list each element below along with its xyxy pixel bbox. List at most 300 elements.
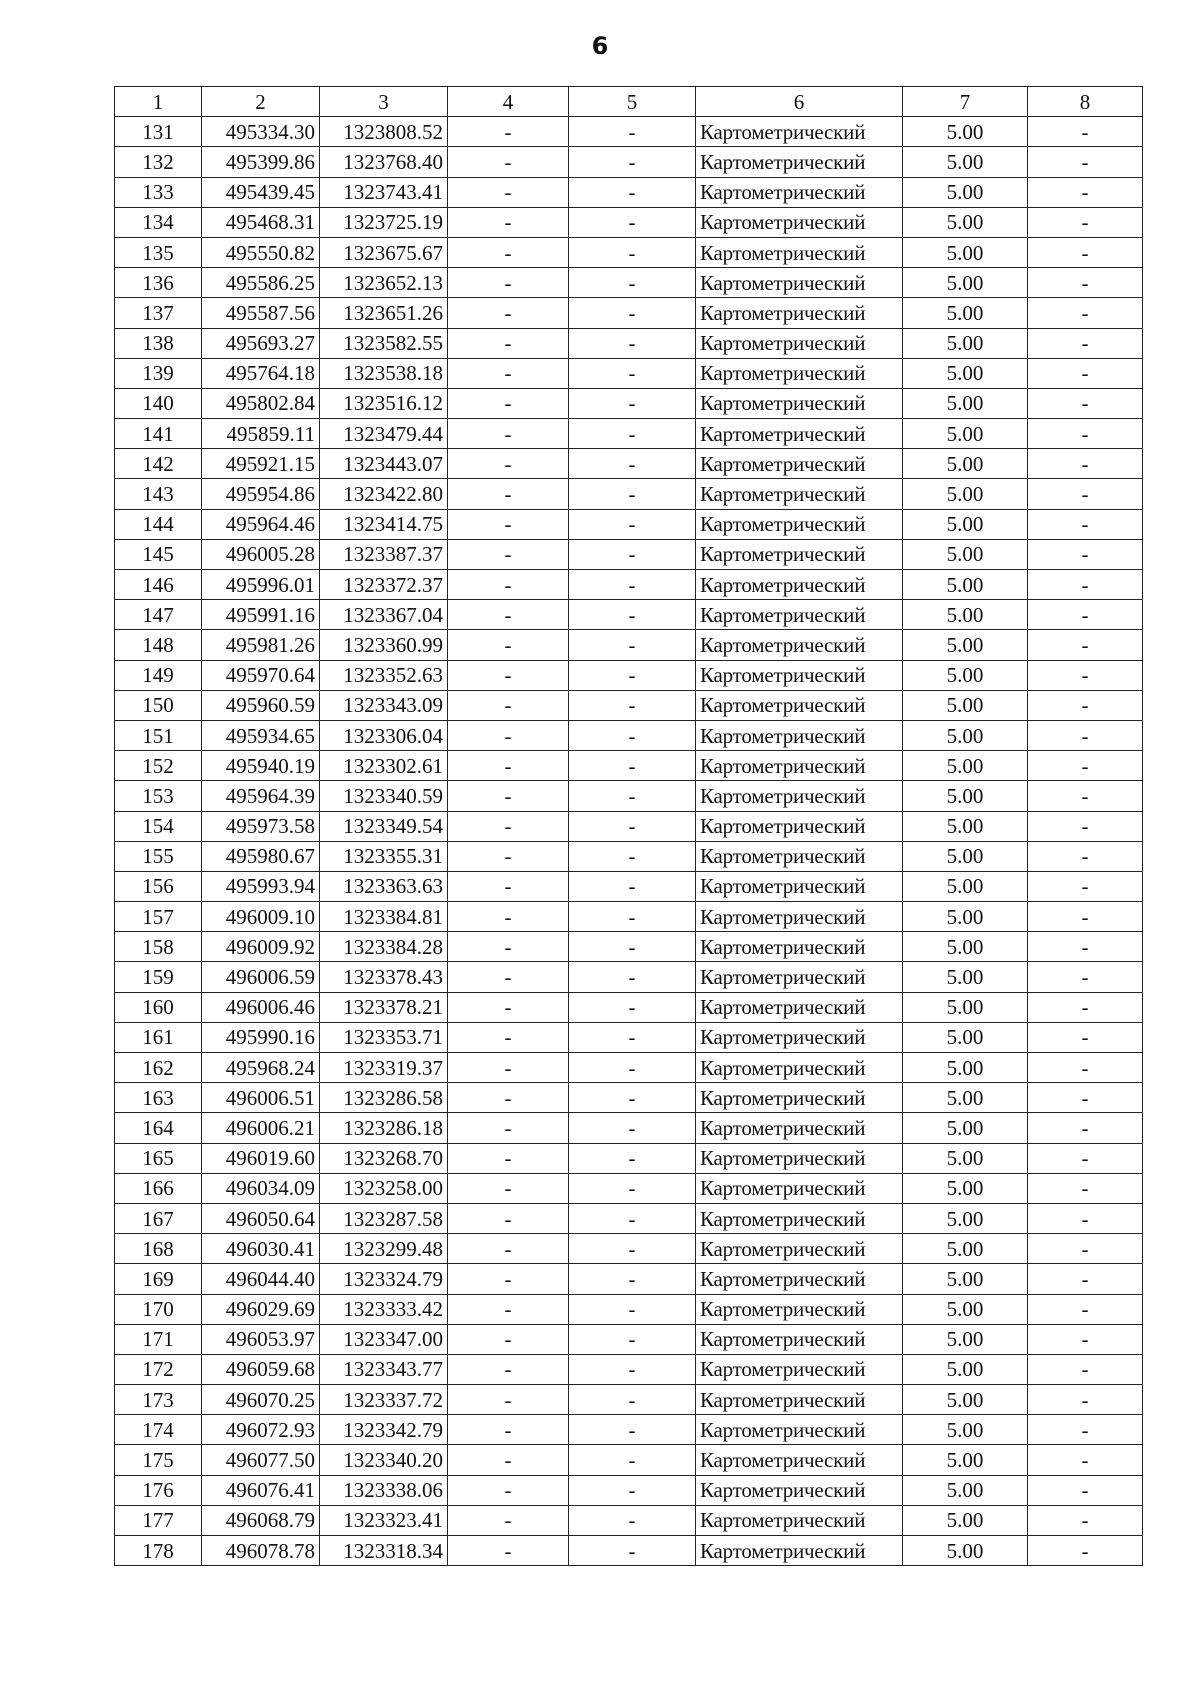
column-4-cell: - [448,1536,569,1566]
column-8-cell: - [1028,781,1143,811]
point-number-cell: 178 [115,1536,202,1566]
table-row [115,147,1143,177]
x-coordinate-cell: 496006.59 [202,962,320,992]
column-4-cell: - [448,358,569,388]
y-coordinate-cell: 1323299.48 [320,1234,448,1264]
y-coordinate-cell: 1323768.40 [320,147,448,177]
column-5-cell: - [569,1143,696,1173]
method-cell: Картометрический [696,268,903,298]
column-4-cell: - [448,1173,569,1203]
x-coordinate-cell: 496034.09 [202,1173,320,1203]
column-4-cell: - [448,720,569,750]
column-8-cell: - [1028,600,1143,630]
method-cell: Картометрический [696,147,903,177]
x-coordinate-cell: 496030.41 [202,1234,320,1264]
method-cell: Картометрический [696,871,903,901]
accuracy-cell: 5.00 [903,1264,1028,1294]
column-5-cell: - [569,841,696,871]
accuracy-cell: 5.00 [903,449,1028,479]
point-number-cell: 145 [115,539,202,569]
accuracy-cell: 5.00 [903,237,1028,267]
y-coordinate-cell: 1323387.37 [320,539,448,569]
column-8-cell: - [1028,207,1143,237]
column-5-cell: - [569,1022,696,1052]
accuracy-cell: 5.00 [903,902,1028,932]
point-number-cell: 161 [115,1022,202,1052]
column-4-cell: - [448,1324,569,1354]
column-5-cell: - [569,720,696,750]
table-row [115,479,1143,509]
x-coordinate-cell: 495993.94 [202,871,320,901]
column-5-cell: - [569,1536,696,1566]
column-8-cell: - [1028,751,1143,781]
x-coordinate-cell: 495964.46 [202,509,320,539]
column-4-cell: - [448,388,569,418]
column-4-cell: - [448,1022,569,1052]
x-coordinate-cell: 496006.21 [202,1113,320,1143]
method-cell: Картометрический [696,1536,903,1566]
column-4-cell: - [448,600,569,630]
x-coordinate-cell: 495934.65 [202,720,320,750]
table-row [115,419,1143,449]
table-row [115,509,1143,539]
y-coordinate-cell: 1323651.26 [320,298,448,328]
header-row [115,87,1143,117]
x-coordinate-cell: 496068.79 [202,1505,320,1535]
method-cell: Картометрический [696,1264,903,1294]
point-number-cell: 137 [115,298,202,328]
y-coordinate-cell: 1323353.71 [320,1022,448,1052]
y-coordinate-cell: 1323349.54 [320,811,448,841]
x-coordinate-cell: 496009.10 [202,902,320,932]
point-number-cell: 140 [115,388,202,418]
point-number-cell: 171 [115,1324,202,1354]
column-4-cell: - [448,992,569,1022]
y-coordinate-cell: 1323516.12 [320,388,448,418]
column-8-cell: - [1028,1264,1143,1294]
accuracy-cell: 5.00 [903,841,1028,871]
column-5-cell: - [569,509,696,539]
column-8-cell: - [1028,902,1143,932]
point-number-cell: 156 [115,871,202,901]
column-8-cell: - [1028,1143,1143,1173]
table-row [115,1475,1143,1505]
accuracy-cell: 5.00 [903,1173,1028,1203]
column-5-cell: - [569,751,696,781]
y-coordinate-cell: 1323258.00 [320,1173,448,1203]
point-number-cell: 142 [115,449,202,479]
method-cell: Картометрический [696,449,903,479]
x-coordinate-cell: 495954.86 [202,479,320,509]
column-4-cell: - [448,871,569,901]
column-8-cell: - [1028,328,1143,358]
column-4-cell: - [448,1113,569,1143]
column-8-cell: - [1028,117,1143,147]
column-8-cell: - [1028,419,1143,449]
table-row [115,449,1143,479]
column-4-cell: - [448,1475,569,1505]
column-5-cell: - [569,1475,696,1505]
accuracy-cell: 5.00 [903,720,1028,750]
method-cell: Картометрический [696,1294,903,1324]
method-cell: Картометрический [696,600,903,630]
y-coordinate-cell: 1323340.20 [320,1445,448,1475]
accuracy-cell: 5.00 [903,1354,1028,1384]
y-coordinate-cell: 1323268.70 [320,1143,448,1173]
table-row [115,1536,1143,1566]
column-5-cell: - [569,358,696,388]
method-cell: Картометрический [696,1505,903,1535]
point-number-cell: 141 [115,419,202,449]
method-cell: Картометрический [696,902,903,932]
column-4-cell: - [448,509,569,539]
column-8-cell: - [1028,992,1143,1022]
point-number-cell: 153 [115,781,202,811]
column-4-cell: - [448,1203,569,1233]
y-coordinate-cell: 1323323.41 [320,1505,448,1535]
column-5-cell: - [569,570,696,600]
method-cell: Картометрический [696,207,903,237]
x-coordinate-cell: 495996.01 [202,570,320,600]
method-cell: Картометрический [696,690,903,720]
y-coordinate-cell: 1323360.99 [320,630,448,660]
column-8-cell: - [1028,1083,1143,1113]
accuracy-cell: 5.00 [903,962,1028,992]
column-5-cell: - [569,660,696,690]
y-coordinate-cell: 1323355.31 [320,841,448,871]
method-cell: Картометрический [696,1203,903,1233]
column-8-cell: - [1028,932,1143,962]
column-header-3: 3 [320,87,448,117]
accuracy-cell: 5.00 [903,992,1028,1022]
column-8-cell: - [1028,962,1143,992]
y-coordinate-cell: 1323725.19 [320,207,448,237]
accuracy-cell: 5.00 [903,1234,1028,1264]
accuracy-cell: 5.00 [903,117,1028,147]
table-row [115,660,1143,690]
x-coordinate-cell: 495802.84 [202,388,320,418]
y-coordinate-cell: 1323302.61 [320,751,448,781]
point-number-cell: 155 [115,841,202,871]
x-coordinate-cell: 495859.11 [202,419,320,449]
point-number-cell: 146 [115,570,202,600]
column-5-cell: - [569,811,696,841]
x-coordinate-cell: 495468.31 [202,207,320,237]
column-5-cell: - [569,1415,696,1445]
accuracy-cell: 5.00 [903,1294,1028,1324]
page-number: 6 [591,32,609,60]
x-coordinate-cell: 495399.86 [202,147,320,177]
point-number-cell: 177 [115,1505,202,1535]
column-4-cell: - [448,237,569,267]
table-row [115,751,1143,781]
y-coordinate-cell: 1323479.44 [320,419,448,449]
y-coordinate-cell: 1323675.67 [320,237,448,267]
table-row [115,1324,1143,1354]
accuracy-cell: 5.00 [903,1113,1028,1143]
column-5-cell: - [569,1354,696,1384]
accuracy-cell: 5.00 [903,1536,1028,1566]
table-row [115,1354,1143,1384]
table-row [115,690,1143,720]
accuracy-cell: 5.00 [903,600,1028,630]
column-5-cell: - [569,117,696,147]
column-8-cell: - [1028,1113,1143,1143]
column-5-cell: - [569,871,696,901]
column-5-cell: - [569,1264,696,1294]
column-header-8: 8 [1028,87,1143,117]
point-number-cell: 150 [115,690,202,720]
column-4-cell: - [448,479,569,509]
column-4-cell: - [448,841,569,871]
point-number-cell: 139 [115,358,202,388]
y-coordinate-cell: 1323333.42 [320,1294,448,1324]
column-5-cell: - [569,902,696,932]
method-cell: Картометрический [696,1475,903,1505]
method-cell: Картометрический [696,509,903,539]
method-cell: Картометрический [696,570,903,600]
point-number-cell: 158 [115,932,202,962]
point-number-cell: 163 [115,1083,202,1113]
accuracy-cell: 5.00 [903,1022,1028,1052]
accuracy-cell: 5.00 [903,147,1028,177]
method-cell: Картометрический [696,1113,903,1143]
accuracy-cell: 5.00 [903,1324,1028,1354]
column-5-cell: - [569,1234,696,1264]
point-number-cell: 176 [115,1475,202,1505]
point-number-cell: 175 [115,1445,202,1475]
column-4-cell: - [448,298,569,328]
table-row [115,1385,1143,1415]
accuracy-cell: 5.00 [903,358,1028,388]
accuracy-cell: 5.00 [903,1083,1028,1113]
accuracy-cell: 5.00 [903,751,1028,781]
column-4-cell: - [448,690,569,720]
column-5-cell: - [569,600,696,630]
point-number-cell: 135 [115,237,202,267]
accuracy-cell: 5.00 [903,1053,1028,1083]
x-coordinate-cell: 495991.16 [202,600,320,630]
method-cell: Картометрический [696,1083,903,1113]
column-4-cell: - [448,1505,569,1535]
column-4-cell: - [448,1415,569,1445]
x-coordinate-cell: 496005.28 [202,539,320,569]
x-coordinate-cell: 496070.25 [202,1385,320,1415]
column-8-cell: - [1028,1053,1143,1083]
column-4-cell: - [448,419,569,449]
table-row [115,630,1143,660]
method-cell: Картометрический [696,328,903,358]
x-coordinate-cell: 495940.19 [202,751,320,781]
y-coordinate-cell: 1323319.37 [320,1053,448,1083]
x-coordinate-cell: 495973.58 [202,811,320,841]
y-coordinate-cell: 1323422.80 [320,479,448,509]
column-5-cell: - [569,479,696,509]
column-8-cell: - [1028,177,1143,207]
column-4-cell: - [448,1445,569,1475]
y-coordinate-cell: 1323352.63 [320,660,448,690]
column-header-7: 7 [903,87,1028,117]
table-row [115,1234,1143,1264]
x-coordinate-cell: 496019.60 [202,1143,320,1173]
column-8-cell: - [1028,871,1143,901]
column-5-cell: - [569,1505,696,1535]
accuracy-cell: 5.00 [903,388,1028,418]
column-4-cell: - [448,117,569,147]
column-4-cell: - [448,1234,569,1264]
method-cell: Картометрический [696,1173,903,1203]
y-coordinate-cell: 1323384.81 [320,902,448,932]
column-8-cell: - [1028,1536,1143,1566]
y-coordinate-cell: 1323337.72 [320,1385,448,1415]
point-number-cell: 166 [115,1173,202,1203]
table-row [115,1415,1143,1445]
column-4-cell: - [448,570,569,600]
point-number-cell: 173 [115,1385,202,1415]
x-coordinate-cell: 496006.46 [202,992,320,1022]
table-row [115,1113,1143,1143]
accuracy-cell: 5.00 [903,871,1028,901]
y-coordinate-cell: 1323338.06 [320,1475,448,1505]
y-coordinate-cell: 1323318.34 [320,1536,448,1566]
column-8-cell: - [1028,388,1143,418]
column-4-cell: - [448,268,569,298]
column-5-cell: - [569,781,696,811]
y-coordinate-cell: 1323652.13 [320,268,448,298]
point-number-cell: 167 [115,1203,202,1233]
table-row [115,388,1143,418]
method-cell: Картометрический [696,992,903,1022]
y-coordinate-cell: 1323378.21 [320,992,448,1022]
accuracy-cell: 5.00 [903,509,1028,539]
column-4-cell: - [448,1354,569,1384]
column-8-cell: - [1028,479,1143,509]
method-cell: Картометрический [696,237,903,267]
table-row [115,117,1143,147]
column-5-cell: - [569,298,696,328]
x-coordinate-cell: 495960.59 [202,690,320,720]
column-4-cell: - [448,1294,569,1324]
accuracy-cell: 5.00 [903,177,1028,207]
method-cell: Картометрический [696,1022,903,1052]
x-coordinate-cell: 495968.24 [202,1053,320,1083]
x-coordinate-cell: 496077.50 [202,1445,320,1475]
table-row [115,720,1143,750]
x-coordinate-cell: 496050.64 [202,1203,320,1233]
method-cell: Картометрический [696,1354,903,1384]
column-5-cell: - [569,1083,696,1113]
column-8-cell: - [1028,1234,1143,1264]
y-coordinate-cell: 1323286.58 [320,1083,448,1113]
y-coordinate-cell: 1323343.09 [320,690,448,720]
table-row [115,1505,1143,1535]
method-cell: Картометрический [696,539,903,569]
y-coordinate-cell: 1323287.58 [320,1203,448,1233]
column-5-cell: - [569,328,696,358]
point-number-cell: 157 [115,902,202,932]
y-coordinate-cell: 1323378.43 [320,962,448,992]
x-coordinate-cell: 496076.41 [202,1475,320,1505]
method-cell: Картометрический [696,720,903,750]
table-row [115,539,1143,569]
column-8-cell: - [1028,720,1143,750]
point-number-cell: 151 [115,720,202,750]
method-cell: Картометрический [696,358,903,388]
column-5-cell: - [569,1113,696,1143]
accuracy-cell: 5.00 [903,539,1028,569]
column-8-cell: - [1028,268,1143,298]
column-4-cell: - [448,811,569,841]
point-number-cell: 164 [115,1113,202,1143]
column-8-cell: - [1028,1203,1143,1233]
point-number-cell: 162 [115,1053,202,1083]
column-8-cell: - [1028,811,1143,841]
point-number-cell: 170 [115,1294,202,1324]
column-8-cell: - [1028,1022,1143,1052]
method-cell: Картометрический [696,962,903,992]
accuracy-cell: 5.00 [903,630,1028,660]
table-row [115,841,1143,871]
column-8-cell: - [1028,570,1143,600]
column-4-cell: - [448,539,569,569]
y-coordinate-cell: 1323372.37 [320,570,448,600]
column-4-cell: - [448,328,569,358]
x-coordinate-cell: 495964.39 [202,781,320,811]
column-8-cell: - [1028,1445,1143,1475]
accuracy-cell: 5.00 [903,811,1028,841]
x-coordinate-cell: 495970.64 [202,660,320,690]
table-row [115,358,1143,388]
table-row [115,902,1143,932]
point-number-cell: 172 [115,1354,202,1384]
method-cell: Картометрический [696,177,903,207]
column-4-cell: - [448,660,569,690]
column-4-cell: - [448,1053,569,1083]
column-4-cell: - [448,1264,569,1294]
x-coordinate-cell: 496006.51 [202,1083,320,1113]
x-coordinate-cell: 496078.78 [202,1536,320,1566]
accuracy-cell: 5.00 [903,1415,1028,1445]
y-coordinate-cell: 1323340.59 [320,781,448,811]
method-cell: Картометрический [696,479,903,509]
column-header-1: 1 [115,87,202,117]
column-5-cell: - [569,449,696,479]
method-cell: Картометрический [696,298,903,328]
column-5-cell: - [569,1203,696,1233]
column-5-cell: - [569,419,696,449]
accuracy-cell: 5.00 [903,1203,1028,1233]
table-body [115,117,1143,1566]
column-5-cell: - [569,207,696,237]
column-4-cell: - [448,449,569,479]
accuracy-cell: 5.00 [903,1505,1028,1535]
table-row [115,1264,1143,1294]
method-cell: Картометрический [696,841,903,871]
column-8-cell: - [1028,630,1143,660]
column-5-cell: - [569,237,696,267]
column-8-cell: - [1028,147,1143,177]
column-5-cell: - [569,1173,696,1203]
x-coordinate-cell: 496009.92 [202,932,320,962]
x-coordinate-cell: 495587.56 [202,298,320,328]
x-coordinate-cell: 496072.93 [202,1415,320,1445]
point-number-cell: 148 [115,630,202,660]
y-coordinate-cell: 1323443.07 [320,449,448,479]
y-coordinate-cell: 1323808.52 [320,117,448,147]
column-8-cell: - [1028,449,1143,479]
accuracy-cell: 5.00 [903,328,1028,358]
x-coordinate-cell: 495764.18 [202,358,320,388]
